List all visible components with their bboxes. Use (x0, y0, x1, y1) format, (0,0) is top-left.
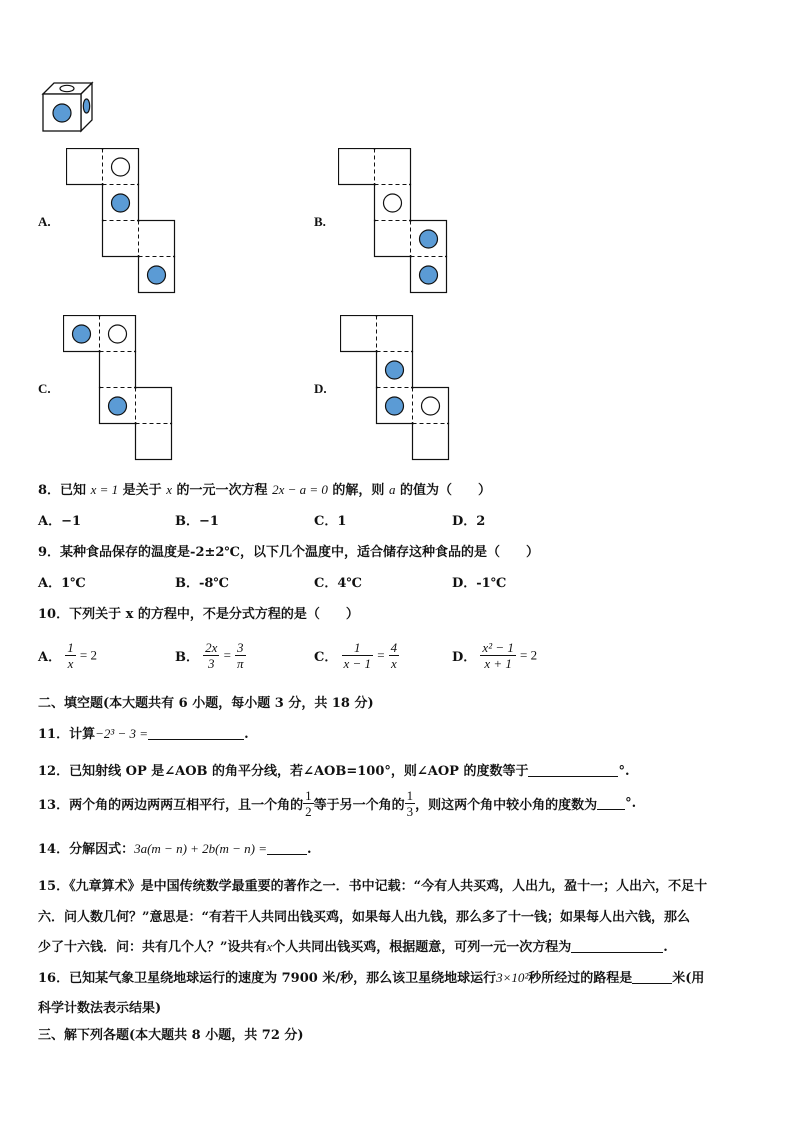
q8-option-a[interactable]: A．−1 (38, 514, 82, 529)
q16-answer-blank[interactable] (632, 971, 672, 984)
question-16-line-2: 科学计数法表示结果) (38, 1001, 162, 1016)
q9-option-b[interactable]: B．-8℃ (175, 576, 230, 591)
q14-answer-blank[interactable] (267, 842, 307, 855)
net-c (63, 315, 177, 463)
q13-answer-blank[interactable] (597, 797, 625, 810)
question-11: 11．计算−2³ − 3 = . (38, 726, 249, 742)
q8-option-d[interactable]: D．2 (452, 514, 486, 529)
net-d (340, 315, 452, 463)
question-15-line-2: 六．问人数几何？”意思是：“有若干人共同出钱买鸡，如果每人出九钱，那么多了十一钱；如果每人出六钱，那么 (38, 910, 690, 925)
net-a-label: A. (38, 214, 51, 229)
q13-fraction-third: $\frac{1}{3}$ (406, 788, 414, 819)
question-8: 8．已知 x = 1 是关于 x 的一元一次方程 2x − a = 0 的解，则 a 的值为（ ） (38, 482, 492, 498)
q9-option-d[interactable]: D．-1℃ (452, 576, 507, 591)
question-10: 10．下列关于 x 的方程中，不是分式方程的是（ ） (38, 607, 359, 622)
q10-d-fraction: $\frac{\text{x² − 1}}{x + 1}$ (482, 640, 514, 671)
question-15-line-3: 少了十六钱．问：共有几个人？”设共有x个人共同出钱买鸡，根据题意，可列一元一次方程为 . (38, 939, 668, 955)
question-12: 12．已知射线 OP 是∠AOB 的角平分线，若∠AOB=100°，则∠AOP 的度数等于 °. (38, 764, 630, 779)
q9-option-c[interactable]: C．4℃ (314, 576, 362, 591)
q8-option-c[interactable]: C．1 (314, 514, 347, 529)
q16-expr: 3×10² (496, 970, 529, 985)
question-16: 16．已知某气象卫星绕地球运行的速度为 7900 米/秒，那么该卫星绕地球运行3×10²秒所经过的路程是 米(用 (38, 970, 705, 986)
question-13: 13．两个角的两边两两互相平行，且一个角的 $\frac{1}{2}$ 等于另一个角的 $\frac{1}{3}$ ，则这两个角中较小角的度数为 °. (38, 788, 637, 819)
cube-figure (40, 80, 96, 134)
q10-b-fraction-left: $\frac{2x}{3}$ (205, 640, 218, 671)
net-b-label: B. (314, 214, 326, 229)
net-c-label: C. (38, 381, 51, 396)
q10-option-c[interactable]: C． $\frac{1}{x - 1}$ = $\frac{4}{x}$ (314, 640, 398, 671)
q8-eq2: 2x − a = 0 (272, 482, 328, 497)
question-15-line-1: 15．《九章算术》是中国传统数学最重要的著作之一．书中记载：“今有人共买鸡，人出九，盈十一；人出六，不足十 (38, 879, 708, 894)
q11-expr: −2³ − 3 = (95, 726, 149, 741)
q8-eq1: x = 1 (90, 482, 119, 497)
question-9: 9．某种食品保存的温度是-2±2℃，以下几个温度中，适合储存这种食品的是（ ） (38, 545, 540, 560)
q10-a-fraction: $\frac{1}{x}$ (67, 640, 74, 671)
q9-option-a[interactable]: A．1℃ (38, 576, 86, 591)
net-d-label: D. (314, 381, 327, 396)
top-face-circle (60, 85, 74, 91)
q14-expr: 3a(m − n) + 2b(m − n) = (134, 841, 268, 856)
q10-option-b[interactable]: B． $\frac{2x}{3}$ = $\frac{3}{\pi}$ (175, 640, 244, 671)
q10-option-a[interactable]: A． $\frac{1}{x}$ = 2 (38, 640, 97, 671)
net-a (66, 148, 178, 296)
side-face-circle (83, 99, 89, 113)
front-face-circle (53, 104, 71, 122)
net-b (338, 148, 450, 296)
q15-answer-blank[interactable] (571, 940, 663, 953)
q13-fraction-half: $\frac{1}{2}$ (305, 788, 312, 819)
section-3-heading: 三、解下列各题(本大题共 8 小题，共 72 分) (38, 1028, 304, 1043)
q10-option-d[interactable]: D． $\frac{\text{x² − 1}}{x + 1}$ = 2 (452, 640, 538, 671)
question-14: 14．分解因式：3a(m − n) + 2b(m − n) = . (38, 841, 312, 857)
q10-c-fraction-left: $\frac{1}{x - 1}$ (343, 640, 372, 671)
q12-answer-blank[interactable] (528, 764, 618, 777)
q10-b-fraction-right: $\frac{3}{\pi}$ (237, 640, 244, 671)
q11-answer-blank[interactable] (148, 727, 244, 740)
q10-c-fraction-right: $\frac{4}{x}$ (390, 640, 398, 671)
section-2-heading: 二、填空题(本大题共有 6 小题，每小题 3 分，共 18 分) (38, 696, 374, 711)
q8-option-b[interactable]: B．−1 (175, 514, 219, 529)
